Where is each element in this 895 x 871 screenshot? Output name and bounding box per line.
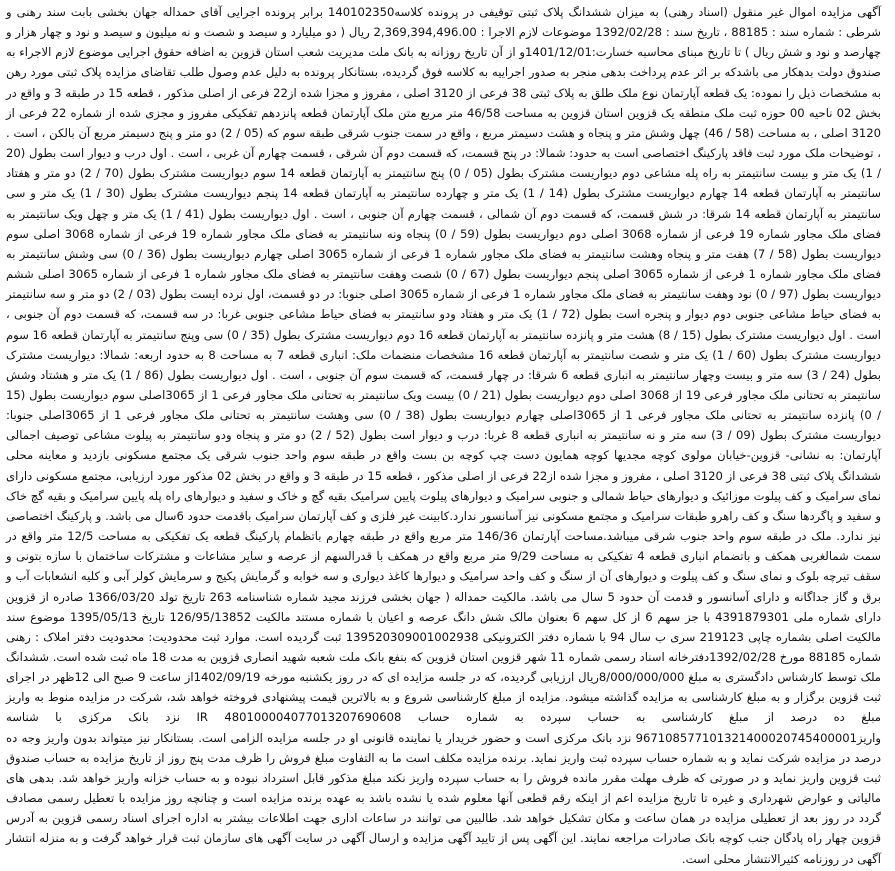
- auction-notice-text: آگهی مزایده اموال غیر منقول (اسناد رهنی) به میزان ششدانگ پلاک ثبتی توقیفی در پرونده کلاسه140102350 برابر پرونده اجرایی آقای حمداله جهان بخشی بابت سند رهنی و شرطی : شماره سند : 88185 ، تاریخ سند : 1392/02/28 موضوعات لازم الاجرا : 2,369,394,496.00 ریال ( دو میلیارد و سیصد و شصت و نه میلیون و سیصد و نود و چهار هزار و چهارصد و نود و شش ریال ) تا تاریخ مبنای محاسبه خسارت:1401/12/01و از آن تاریخ روزانه به بانک ملت مدیریت شعب استان قزوین به اضافه حقوق اجرایی موضوع لازم الاجراء به صندوق دولت بدهکار می باشدکه بر اثر عدم پرداخت بدهی منجر به صدور اجراییه به کلاسه فوق گردیده، بستانکار پرونده به دلیل عدم وصول طلب تقاضای مزایده پلاک ثبتی مورد رهن به مشخصات ذیل را نموده: یک قطعه آپارتمان نوع ملک طلق به پلاک ثبتی 38 فرعی از 3120 اصلی ، مفروز و مجزا شده از22 فرعی از اصلی مذکور ، قطعه 15 در طبقه 3 و واقع در بخش 02 ناحیه 00 حوزه ثبت ملک منطقه یک قزوین استان قزوین به مساحت 46/58 متر مربع متن ملک آپارتمان قطعه پانزدهم تفکیکی مفروز و مجزی شده از شماره 22 فرعی از 3120 اصلی ، به مساحت (58 / 46) چهل وشش متر و پنجاه و هشت دسیمتر مربع ، واقع در سمت جنوب شرقی طبقه سوم که (05 / 2) دو متر و پنج دسیمتر مربع آن بالکن ، است . ، توضیحات ملک مورد ثبت فاقد پارکینگ اختصاصی است به حدود: شمالا: در پنج قسمت، که قسمت دوم آن شرقی ، قسمت چهارم آن غربی ، است . اول درب و دیوار است بطول (20 / 1) یک متر و بیست سانتیمتر به راه پله مشاعی دوم دیواریست مشترک بطول (05 / 0) پنج سانتیمتر به آپارتمان قطعه 14 سوم دیواریست مشترک بطول (70 / 2) دو متر و هفتاد سانتیمتر به آپارتمان قطعه 14 چهارم دیواریست مشترک بطول (14 / 1) یک متر و چهارده سانتیمتر به آپارتمان قطعه 14 پنجم دیواریست مشترک بطول (30 / 1) یک متر و سی سانتیمتر به آپارتمان قطعه 14 شرقا: در شش قسمت، که قسمت دوم آن شمالی ، قسمت چهارم آن جنوبی ، است . اول دیواریست بطول (41 / 1) یک متر و چهل ویک سانتیمتر به فضای ملک مجاور شماره 19 فرعی از شماره 3068 اصلی دوم دیواریست بطول (59 / 0) پنجاه ونه سانتیمتر به فضای ملک مجاور شماره 19 فرعی از شماره 3068 اصلی سوم دیواریست بطول (58 / 7) هفت متر و پنجاه وهشت سانتیمتر به فضای ملک مجاور شماره 1 فرعی از شماره 3065 اصلی چهارم دیواریست بطول (36 / 0) سی وشش سانتیمتر به فضای ملک مجاور شماره 1 فرعی از شماره 3065 اصلی پنجم دیواریست بطول (67 / 0) شصت وهفت سانتیمتر به فضای ملک مجاور شماره 1 فرعی از شماره 3065 اصلی ششم دیواریست بطول (97 / 0) نود وهفت سانتیمتر به فضای ملک مجاور شماره 1 فرعی از شماره 3065 اصلی جنوبا: در دو قسمت، اول نرده ایست بطول (03 / 2) دو متر و سه سانتیمتر به فضای حیاط مشاعی جنوبی دوم دیوار و پنجره است بطول (72 / 1) یک متر و هفتاد ودو سانتیمتر به فضای حیاط مشاعی جنوبی غربا: در سه قسمت، که قسمت دوم آن جنوبی ، است . اول دیواریست مشترک بطول (15 / 8) هشت متر و پانزده سانتیمتر به آپارتمان قطعه 16 دوم دیواریست مشترک بطول (35 / 0) سی وپنج سانتیمتر به آپارتمان قطعه 16 سوم دیواریست مشترک بطول (60 / 1) یک متر و شصت سانتیمتر به آپارتمان قطعه 16 مشخصات منضمات ملک: انباری قطعه 7 به مساحت 8 به حدود اربعه: شمالا: دیواریست مشترک بطول (24 / 3) سه متر و بیست وچهار سانتیمتر به انباری قطعه 6 شرقا: در چهار قسمت، که قسمت سوم آن جنوبی ، است . اول دیواریست بطول (86 / 1) یک متر و هشتاد وشش سانتیمتر به تحتانی ملک مجاور فرعی 19 از 3068 اصلی دوم دیواریست بطول (21 / 0) بیست ویک سانتیمتر به تحتانی ملک مجاور فرعی 1 از 3065اصلی سوم دیواریست بطول (15 / 0) پانزده سانتیمتر به تحتانی ملک مجاور فرعی 1 از 3065اصلی چهارم دیواریست بطول (38 / 0) سی وهشت سانتیمتر به تحتانی ملک مجاور فرعی 1 از 3065اصلی جنوبا: دیواریست مشترک بطول (09 / 3) سه متر و نه سانتیمتر به انباری قطعه 8 غربا: درب و دیوار است بطول (52 / 2) دو متر و پنجاه ودو سانتیمتر به پیلوت مشاعی توصیف اجمالی آپارتمان: به نشانی- قزوین-خیابان مولوی کوچه مجدیها کوچه همایون دست چپ کوچه بن بست واقع در طبقه سوم واحد جنوب شرقی یک مجتمع مسکونی بازدید و معاینه محلی ششدانگ پلاک ثبتی 38 فرعی از 3120 اصلی ، مفروز و مجزا شده از22 فرعی از اصلی مذکور ، قطعه 15 در طبقه 3 و واقع در بخش 02 مذکور مورد ارزیابی، مجتمع مسکونی دارای نمای سرامیک و کف پیلوت موزائیک و دیوارهای حیاط شمالی و جنوبی سرامیک و دیوارهای پیلوت پایین سرامیک بقیه گچ و خاک و سفید و دیوارهای راه پله پایین سرامیک و بقیه گچ خاک و سفید و پاگردها سنگ و کف راهرو طبقات سرامیک و مجتمع مسکونی نیز آسانسور ندارد.کابینت غیر فلزی و کف آپارتمان سرامیک باقدمت حدود 6سال می باشد. و پارکینگ اختصاصی نیز ندارد. ملک در طبقه سوم واحد جنوب شرقی میباشد.مساحت آپارتمان 146/36 متر مربع واقع در طبقه چهارم باتظمام پارکینگ قطعه یک تفکیکی به مساحت 12/5 متر واقع در سمت شمالغربی همکف و باتضمام انباری قطعه 4 تفکیکی به مساحت 9/29 متر مربع واقع در همکف با قدرالسهم از عرصه و سایر مشاعات و مشترکات ساختمان با سازه بتونی و سقف تیرچه بلوک و نمای سنگ و کف پیلوت و دیوارهای آن از سنگ و کف واحد سرامیک و دیوارها کاغذ دیواری و سه خوابه و گرمایش پکیج و سرمایش کولر آبی و کلیه انشعابات آب و برق و گاز جداگانه و دارای آسانسور و قدمت آن حدود 5 سال می باشد. مالکیت حمداله ( جهان بخشی فرزند مجید شماره شناسنامه 263 تاریخ تولد 1366/03/20 صادره از قزوین دارای شماره ملی 4391879301 با جز سهم 6 از کل سهم 6 بعنوان مالک شش دانگ عرصه و اعیان با شماره مستند مالکیت 126/95/13852 تاریخ 1395/05/13 موضوع سند مالکیت اصلی بشماره چاپی 219123 سری ب سال 94 با شماره دفتر الکترونیکی 139520309001002938 ثبت گردیده است. موارد ثبت محدودیت: محدودیت دفتر املاک : رهنی شماره 88185 مورخ 1392/02/28دفترخانه اسناد رسمی شماره 11 شهر قزوین استان قزوین که بنفع بانک ملت شعبه شهید انصاری قزوین به مدت 18 ماه ثبت شده است. ششدانگ ملک توسط کارشناس دادگستری به مبلغ 8/000/000/000ریال ارزیابی گردیده، که در جلسه مزایده ای که در روز یکشنبه مورخه 1402/09/19از ساعت 9 صبح الی 12ظهر در اجرای ثبت قزوین برگزار و به مبلغ کارشناسی به مزایده گذاشته میشود. مزایده از مبلغ کارشناسی شروع و به بالاترین قیمت پیشنهادی فروخته خواهد شد، شرکت در مزایده منوط به واریز مبلغ ده درصد از مبلغ کارشناسی به حساب سپرده به شماره حساب IR 480100004077013207690608 نزد بانک مرکزی با شناسه واریز967108577101321400020745400001 نزد بانک مرکزی است و حضور خریدار یا نماینده قانونی او در جلسه مزایده الزامی است. بستانکار نیز میتواند بدون واریز وجه ده درصد در مزایده شرکت نماید و به شماره حساب سپرده ثبت واریز نماید. برنده مزایده مکلف است ما به التفاوت مبلغ فروش را ظرف مدت پنج روز از تاریخ مزایده به حساب صندوق ثبت قزوین واریز نماید و در صورتی که ظرف مهلت مقرر مانده فروش را به حساب سپرده واریز نکند مبلغ مذکور قابل استرداد نبوده و به حساب خزانه واریز خواهد شد. بدهی های مالیاتی و عوارض شهرداری و غیره تا تاریخ مزایده اعم از اینکه رقم قطعی آنها معلوم شده یا نشده باشد به عهده برنده مزایده است و چنانچه روز مزایده با تعطیل رسمی مصادف گردد در روز بعد از تعطیلی مزایده در همان ساعت و مکان تشکیل خواهد شد. طالبین می توانند در ساعات اداری جهت اطلاعات بیشتر به اداره اجرای اسناد رسمی قزوین به آدرس قزوین چهار راه پادگان جنب کوچه بانک صادرات مراجعه نمایند. این آگهی پس از تایید آگهی مزایده و ارسال آگهی در سایت آگهی های سازمان ثبت قرار خواهد گرفت و به منزله انتشار آگهی در روزنامه کثیرالانتشار محلی است.: [6, 5, 882, 866]
